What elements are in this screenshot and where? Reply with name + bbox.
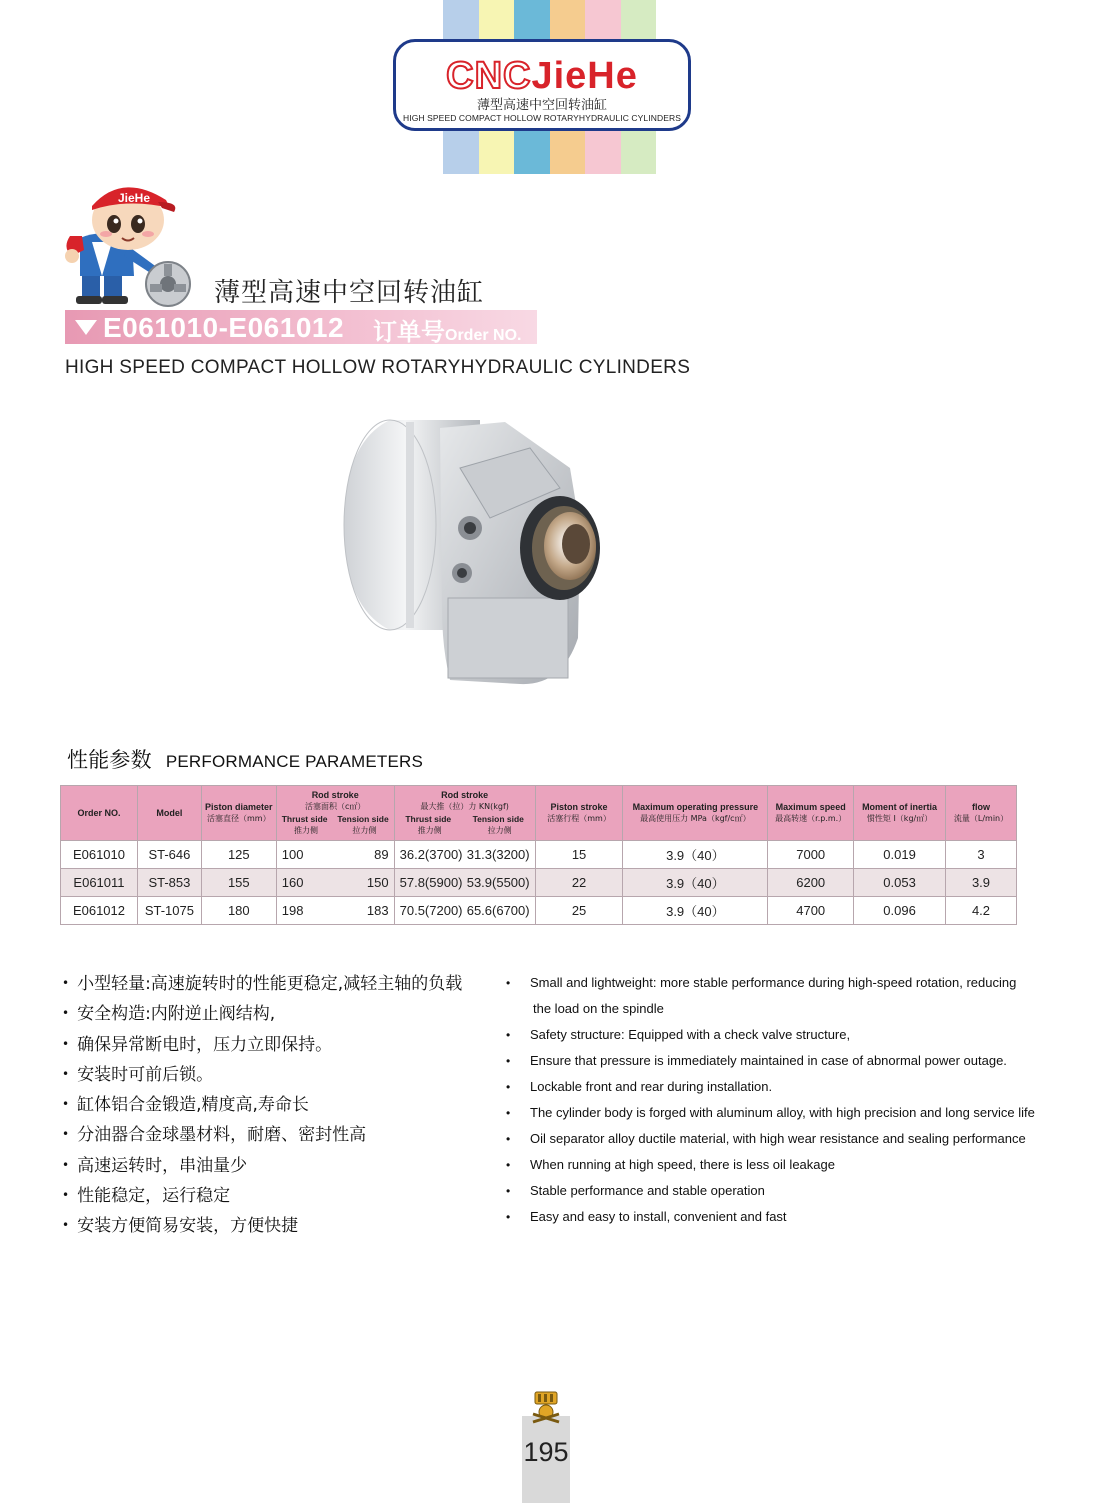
header-max-pressure: Maximum operating pressure 最高使用压力 MPa（kgf/c㎡） [623, 786, 768, 841]
order-number-bar [65, 310, 537, 344]
performance-title-cn: 性能参数 [67, 748, 152, 772]
header-inertia: Moment of inertia 惯性矩 I（kg/㎡） [854, 786, 946, 841]
table-header-row [61, 786, 1017, 841]
cell-model: ST-646 [137, 841, 201, 869]
cell-flow: 3 [946, 841, 1017, 869]
product-title-cn: 薄型高速中空回转油缸 [214, 278, 485, 308]
feature-en-item: • When running at high speed, there is less oil leakage [506, 1152, 1046, 1178]
cell-model: ST-853 [137, 869, 201, 897]
feature-en-item: • Easy and easy to install, convenient and fast [506, 1204, 1046, 1230]
header-flow: flow 流量（L/min） [946, 786, 1017, 841]
cell-force: 36.2(3700) 31.3(3200) [394, 841, 535, 869]
order-label [373, 312, 521, 347]
logo-subtitle-cn: 薄型高速中空回转油缸 [476, 98, 607, 113]
feature-cn-item: • 小型轻量:高速旋转时的性能更稳定,减轻主轴的负载 [62, 970, 462, 1000]
feature-en-item: • Oil separator alloy ductile material, with high wear resistance and sealing performance [506, 1126, 1046, 1152]
cell-stroke: 22 [535, 869, 623, 897]
cell-order: E061011 [61, 869, 138, 897]
cell-force: 70.5(7200) 65.6(6700) [394, 897, 535, 925]
hydraulic-cylinder-image [330, 408, 630, 693]
table-row [61, 841, 1017, 869]
cell-order: E061012 [61, 897, 138, 925]
logo-cnc: CNC [446, 55, 532, 97]
cell-pressure: 3.9（40） [623, 869, 768, 897]
triangle-down-icon [75, 320, 97, 335]
cell-area: 198 183 [276, 897, 394, 925]
feature-en-item: • The cylinder body is forged with aluminum alloy, with high precision and long service life [506, 1100, 1046, 1126]
cell-inertia: 0.019 [854, 841, 946, 869]
cell-inertia: 0.053 [854, 869, 946, 897]
table-row [61, 897, 1017, 925]
header-piston-stroke: Piston stroke 活塞行程（mm） [535, 786, 623, 841]
feature-en-item: • Lockable front and rear during installation. [506, 1074, 1046, 1100]
cell-speed: 4700 [768, 897, 854, 925]
cell-order: E061010 [61, 841, 138, 869]
feature-cn-item: • 性能稳定，运行稳定 [62, 1182, 462, 1212]
performance-title-en: PERFORMANCE PARAMETERS [165, 752, 424, 771]
cell-diameter: 125 [201, 841, 276, 869]
logo-jiehe: JieHe [531, 55, 638, 97]
header-piston-diameter: Piston diameter 活塞直径（mm） [201, 786, 276, 841]
cell-stroke: 15 [535, 841, 623, 869]
cell-area: 160 150 [276, 869, 394, 897]
table-row [61, 869, 1017, 897]
cell-speed: 6200 [768, 869, 854, 897]
cell-flow: 4.2 [946, 897, 1017, 925]
header-max-speed: Maximum speed 最高转速（r.p.m.） [768, 786, 854, 841]
features-list-cn [62, 970, 462, 1243]
page-number: 195 [523, 1437, 569, 1467]
cell-model: ST-1075 [137, 897, 201, 925]
cell-area: 100 89 [276, 841, 394, 869]
feature-cn-item: • 安全构造:内附逆止阀结构, [62, 1000, 462, 1030]
cell-stroke: 25 [535, 897, 623, 925]
feature-cn-item: • 高速运转时，串油量少 [62, 1152, 462, 1182]
feature-cn-item: • 安装方便简易安装，方便快捷 [62, 1212, 462, 1242]
feature-en-item: • Ensure that pressure is immediately maintained in case of abnormal power outage. [506, 1048, 1046, 1074]
feature-en-item: • Stable performance and stable operation [506, 1178, 1046, 1204]
header-rod-area: Rod stroke 活塞面积（c㎡） Thrust side Tension side 推力侧 拉力侧 [276, 786, 394, 841]
performance-title [67, 744, 423, 774]
feature-en-item: • Small and lightweight: more stable performance during high-speed rotation, reducing [506, 970, 1046, 996]
logo-wordmark [396, 56, 688, 96]
chuck-emblem-icon [529, 1390, 563, 1426]
order-label-cn: 订单号 [373, 318, 445, 346]
cell-diameter: 180 [201, 897, 276, 925]
header-order-no: Order NO. [61, 786, 138, 841]
header-model: Model [137, 786, 201, 841]
brand-logo [393, 39, 691, 131]
feature-cn-item: • 确保异常断电时，压力立即保持。 [62, 1031, 462, 1061]
feature-cn-item: • 安装时可前后锁。 [62, 1061, 462, 1091]
cell-speed: 7000 [768, 841, 854, 869]
cell-flow: 3.9 [946, 869, 1017, 897]
cell-force: 57.8(5900) 53.9(5500) [394, 869, 535, 897]
feature-cn-item: • 缸体铝合金锻造,精度高,寿命长 [62, 1091, 462, 1121]
product-title-en: HIGH SPEED COMPACT HOLLOW ROTARYHYDRAULIC CYLINDERS [65, 357, 691, 378]
features-list-en [506, 970, 1046, 1230]
order-code-range: E061010-E061012 [103, 312, 345, 343]
logo-subtitle-en: HIGH SPEED COMPACT HOLLOW ROTARYHYDRAULIC CYLINDERS [403, 113, 681, 123]
mascot-illustration [62, 176, 192, 308]
cell-pressure: 3.9（40） [623, 841, 768, 869]
mascot-cap-text: JieHe [118, 191, 151, 205]
feature-en-item: • Safety structure: Equipped with a check valve structure, [506, 1022, 1046, 1048]
order-label-en: Order NO. [445, 327, 522, 344]
feature-en-item-continued: the load on the spindle [533, 1001, 664, 1016]
cell-pressure: 3.9（40） [623, 897, 768, 925]
cell-diameter: 155 [201, 869, 276, 897]
feature-cn-item: • 分油器合金球墨材料，耐磨、密封性高 [62, 1121, 462, 1151]
performance-table [60, 785, 1017, 925]
header-rod-force: Rod stroke 最大推（拉）力 KN(kgf) Thrust side Tension side 推力侧 拉力侧 [394, 786, 535, 841]
cell-inertia: 0.096 [854, 897, 946, 925]
